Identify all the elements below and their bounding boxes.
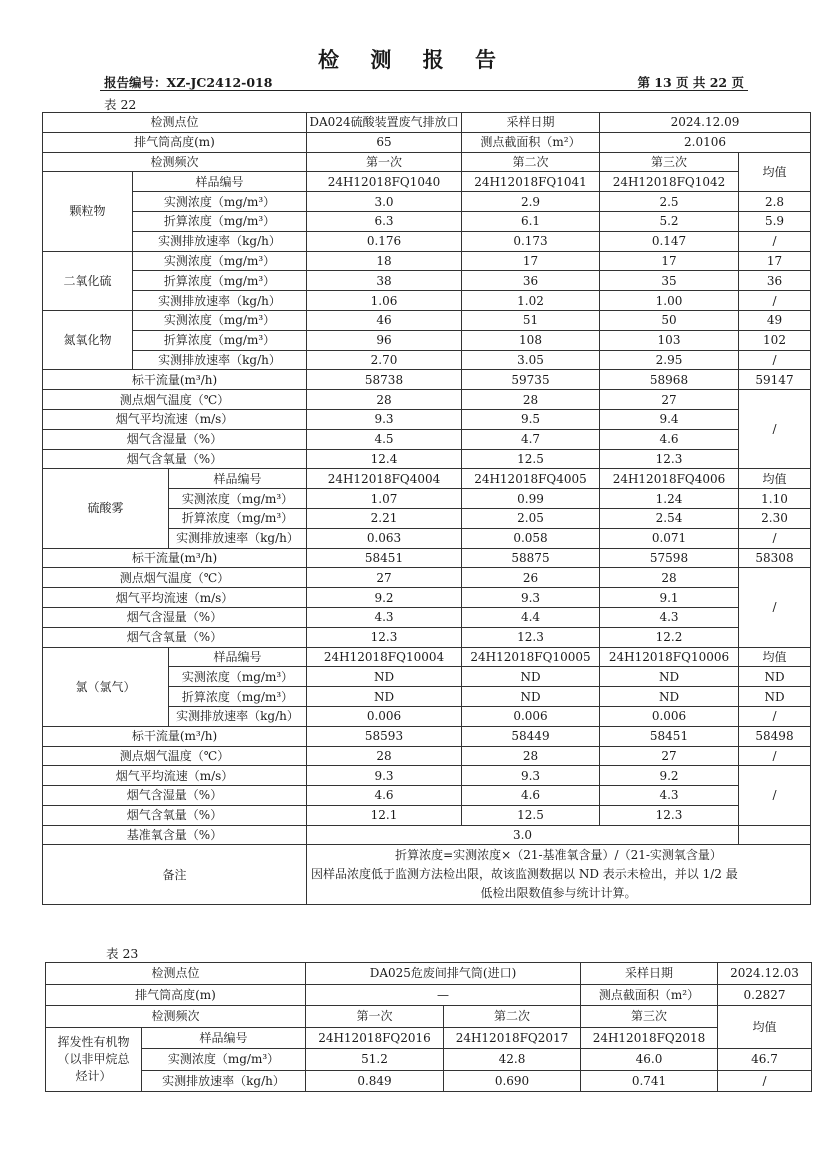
sample-id: 24H12018FQ2018 xyxy=(581,1027,718,1049)
cell: 58308 xyxy=(739,548,811,568)
conc-label: 实测浓度（mg/m³） xyxy=(169,667,307,687)
area-label: 测点截面积（m²） xyxy=(462,132,600,152)
header-divider xyxy=(100,90,748,91)
rate-label: 实测排放速率（kg/h） xyxy=(133,291,307,311)
avg-header: 均值 xyxy=(718,1006,812,1049)
moist-label: 烟气含湿量（%） xyxy=(43,607,307,627)
conc-label: 实测浓度（mg/m³） xyxy=(133,192,307,212)
remark-text xyxy=(307,845,811,905)
cell: 36 xyxy=(739,271,811,291)
cell: ND xyxy=(307,687,462,707)
cell: 4.6 xyxy=(600,429,739,449)
table-row xyxy=(43,805,811,825)
cell: / xyxy=(739,231,811,251)
cell: 9.3 xyxy=(307,766,462,786)
cell: ND xyxy=(739,667,811,687)
cell: 46 xyxy=(307,310,462,330)
cell: 0.006 xyxy=(600,706,739,726)
sample-id: 24H12018FQ1040 xyxy=(307,172,462,192)
oxy-label: 烟气含氧量（%） xyxy=(43,627,307,647)
oxy-label: 烟气含氧量（%） xyxy=(43,449,307,469)
cell: 12.3 xyxy=(307,627,462,647)
remark-nd-line2: 低检出限数值参与统计计算。 xyxy=(480,886,637,901)
cell xyxy=(739,825,811,845)
cell: 3.0 xyxy=(307,192,462,212)
cell: ND xyxy=(600,687,739,707)
cell: 59735 xyxy=(462,370,600,390)
cell: 0.849 xyxy=(306,1070,444,1092)
sample-id: 24H12018FQ1041 xyxy=(462,172,600,192)
cell: 1.10 xyxy=(739,489,811,509)
cell: 9.1 xyxy=(600,588,739,608)
cell: ND xyxy=(462,687,600,707)
cell: 18 xyxy=(307,251,462,271)
cell: 58449 xyxy=(462,726,600,746)
table-row xyxy=(43,330,811,350)
temp-label: 测点烟气温度（℃） xyxy=(43,390,307,410)
conc-label: 实测浓度（mg/m³） xyxy=(133,310,307,330)
cell: 57598 xyxy=(600,548,739,568)
cell: 51 xyxy=(462,310,600,330)
cell: 1.02 xyxy=(462,291,600,311)
cell: 28 xyxy=(600,568,739,588)
rate-label: 实测排放速率（kg/h） xyxy=(169,528,307,548)
cell: 28 xyxy=(462,390,600,410)
sample-id: 24H12018FQ4005 xyxy=(462,469,600,489)
cell: / xyxy=(739,350,811,370)
table-row xyxy=(43,251,811,271)
sample-id: 24H12018FQ4006 xyxy=(600,469,739,489)
cell: ND xyxy=(462,667,600,687)
remark-formula: 折算浓度=实测浓度×（21-基准氧含量）/（21-实测氧含量） xyxy=(395,848,722,863)
cell: 4.7 xyxy=(462,429,600,449)
cell: 0.173 xyxy=(462,231,600,251)
cell: 4.5 xyxy=(307,429,462,449)
so2-label: 二氧化硫 xyxy=(43,251,133,310)
cell: 12.2 xyxy=(600,627,739,647)
table-row xyxy=(43,409,811,429)
cell: 0.147 xyxy=(600,231,739,251)
cell: 4.3 xyxy=(600,786,739,806)
cell: / xyxy=(739,568,811,647)
cell: 50 xyxy=(600,310,739,330)
cell: 46.7 xyxy=(718,1049,812,1071)
cell: 27 xyxy=(600,746,739,766)
cell: 0.99 xyxy=(462,489,600,509)
conc-label: 实测浓度（mg/m³） xyxy=(133,251,307,271)
table-row xyxy=(43,113,811,133)
table-row xyxy=(46,984,812,1006)
cell: 9.2 xyxy=(307,588,462,608)
cell: / xyxy=(718,1070,812,1092)
cell: 4.6 xyxy=(307,786,462,806)
loc-value: DA024硫酸装置废气排放口 xyxy=(307,113,462,133)
sample-label: 样品编号 xyxy=(142,1027,306,1049)
table-row xyxy=(43,726,811,746)
cell: 26 xyxy=(462,568,600,588)
table-row xyxy=(43,429,811,449)
acid-label: 硫酸雾 xyxy=(43,469,169,548)
cell: 9.3 xyxy=(307,409,462,429)
conv-label: 折算浓度（mg/m³） xyxy=(133,330,307,350)
sample-label: 样品编号 xyxy=(169,469,307,489)
table-row xyxy=(43,192,811,212)
avg-header: 均值 xyxy=(739,647,811,667)
conc-label: 实测浓度（mg/m³） xyxy=(169,489,307,509)
date-label: 采样日期 xyxy=(581,963,718,985)
page-indicator: 第 13 页 共 22 页 xyxy=(637,75,744,90)
cell: 28 xyxy=(307,390,462,410)
cell: / xyxy=(739,766,811,825)
cell: 17 xyxy=(600,251,739,271)
cell: / xyxy=(739,746,811,766)
cell: 5.9 xyxy=(739,211,811,231)
cell: 58498 xyxy=(739,726,811,746)
base-oxy-label: 基准氧含量（%） xyxy=(43,825,307,845)
cell: 3.05 xyxy=(462,350,600,370)
cell: 1.07 xyxy=(307,489,462,509)
voc-label-line2: （以非甲烷总 xyxy=(57,1051,130,1066)
cell: 46.0 xyxy=(581,1049,718,1071)
table-row xyxy=(43,766,811,786)
area-label: 测点截面积（m²） xyxy=(581,984,718,1006)
table-row xyxy=(46,963,812,985)
table-row xyxy=(43,647,811,667)
cell: 28 xyxy=(462,746,600,766)
date-value: 2024.12.03 xyxy=(718,963,812,985)
flow-label: 标干流量(m³/h) xyxy=(43,548,307,568)
cell: 9.5 xyxy=(462,409,600,429)
conv-label: 折算浓度（mg/m³） xyxy=(169,508,307,528)
report-number: 报告编号：XZ-JC2412-018 xyxy=(104,75,273,90)
sample-id: 24H12018FQ10006 xyxy=(600,647,739,667)
table-row xyxy=(43,291,811,311)
table-row xyxy=(46,1006,812,1028)
cell: 4.3 xyxy=(307,607,462,627)
sample-id: 24H12018FQ4004 xyxy=(307,469,462,489)
sample-label: 样品编号 xyxy=(169,647,307,667)
cell: 58738 xyxy=(307,370,462,390)
table-row xyxy=(46,1070,812,1092)
avg-header: 均值 xyxy=(739,152,811,192)
table-row xyxy=(46,1049,812,1071)
voc-label-line1: 挥发性有机物 xyxy=(57,1034,130,1049)
conc-label: 实测浓度（mg/m³） xyxy=(142,1049,306,1071)
cell: 2.05 xyxy=(462,508,600,528)
cell: 108 xyxy=(462,330,600,350)
cell: 103 xyxy=(600,330,739,350)
second-header: 第二次 xyxy=(462,152,600,172)
temp-label: 测点烟气温度（℃） xyxy=(43,568,307,588)
speed-label: 烟气平均流速（m/s） xyxy=(43,409,307,429)
cell: 12.3 xyxy=(600,449,739,469)
table-row xyxy=(43,607,811,627)
cell: 6.3 xyxy=(307,211,462,231)
cell: 12.1 xyxy=(307,805,462,825)
cell: 0.741 xyxy=(581,1070,718,1092)
height-value: 65 xyxy=(307,132,462,152)
report-title: 检 测 报 告 xyxy=(318,47,508,72)
flow-label: 标干流量(m³/h) xyxy=(43,370,307,390)
cell: 58968 xyxy=(600,370,739,390)
cell: 58451 xyxy=(307,548,462,568)
cell: 2.8 xyxy=(739,192,811,212)
table-row xyxy=(43,211,811,231)
cell: 17 xyxy=(462,251,600,271)
cell: 59147 xyxy=(739,370,811,390)
cell: 6.1 xyxy=(462,211,600,231)
temp-label: 测点烟气温度（℃） xyxy=(43,746,307,766)
cell: 9.3 xyxy=(462,766,600,786)
loc-value: DA025危废间排气筒(进口) xyxy=(306,963,581,985)
date-value: 2024.12.09 xyxy=(600,113,811,133)
cell: 0.176 xyxy=(307,231,462,251)
cell: 2.54 xyxy=(600,508,739,528)
table-row xyxy=(43,469,811,489)
table-row xyxy=(43,825,811,845)
voc-label xyxy=(46,1027,142,1092)
pm-label: 颗粒物 xyxy=(43,172,133,251)
sample-id: 24H12018FQ10005 xyxy=(462,647,600,667)
table-row xyxy=(43,746,811,766)
table-row xyxy=(43,172,811,192)
cell: 27 xyxy=(600,390,739,410)
table-22 xyxy=(42,112,811,905)
cell: 0.063 xyxy=(307,528,462,548)
loc-label: 检测点位 xyxy=(46,963,306,985)
cell: 49 xyxy=(739,310,811,330)
sample-label: 样品编号 xyxy=(133,172,307,192)
table-row xyxy=(43,786,811,806)
flow-label: 标干流量(m³/h) xyxy=(43,726,307,746)
table-row xyxy=(43,390,811,410)
table-row xyxy=(43,588,811,608)
first-header: 第一次 xyxy=(306,1006,444,1028)
table-row xyxy=(43,132,811,152)
second-header: 第二次 xyxy=(444,1006,581,1028)
speed-label: 烟气平均流速（m/s） xyxy=(43,588,307,608)
cell: 96 xyxy=(307,330,462,350)
height-label: 排气筒高度(m) xyxy=(46,984,306,1006)
area-value: 0.2827 xyxy=(718,984,812,1006)
height-value: — xyxy=(306,984,581,1006)
cell: 27 xyxy=(307,568,462,588)
table-row xyxy=(43,568,811,588)
cell: 102 xyxy=(739,330,811,350)
cell: 1.00 xyxy=(600,291,739,311)
table-row xyxy=(43,627,811,647)
table-row xyxy=(43,548,811,568)
freq-label: 检测频次 xyxy=(43,152,307,172)
cell: 2.9 xyxy=(462,192,600,212)
cell: 2.21 xyxy=(307,508,462,528)
cell: 0.071 xyxy=(600,528,739,548)
cell: 1.24 xyxy=(600,489,739,509)
cell: 4.3 xyxy=(600,607,739,627)
table-row xyxy=(43,271,811,291)
rate-label: 实测排放速率（kg/h） xyxy=(133,231,307,251)
cell: 9.4 xyxy=(600,409,739,429)
cell: 12.3 xyxy=(600,805,739,825)
area-value: 2.0106 xyxy=(600,132,811,152)
moist-label: 烟气含湿量（%） xyxy=(43,429,307,449)
cell: 28 xyxy=(307,746,462,766)
rate-label: 实测排放速率（kg/h） xyxy=(133,350,307,370)
cell: 58451 xyxy=(600,726,739,746)
cell: ND xyxy=(307,667,462,687)
cell: 2.5 xyxy=(600,192,739,212)
third-header: 第三次 xyxy=(581,1006,718,1028)
conv-label: 折算浓度（mg/m³） xyxy=(133,271,307,291)
cell: 2.70 xyxy=(307,350,462,370)
cell: / xyxy=(739,528,811,548)
conv-label: 折算浓度（mg/m³） xyxy=(133,211,307,231)
table-row xyxy=(43,845,811,905)
remark-label: 备注 xyxy=(43,845,307,905)
table-row xyxy=(43,370,811,390)
first-header: 第一次 xyxy=(307,152,462,172)
cell: 17 xyxy=(739,251,811,271)
sample-id: 24H12018FQ2017 xyxy=(444,1027,581,1049)
cell: 0.690 xyxy=(444,1070,581,1092)
cell: 36 xyxy=(462,271,600,291)
table-row xyxy=(43,310,811,330)
cell: 12.4 xyxy=(307,449,462,469)
table-row xyxy=(46,1027,812,1049)
cell: ND xyxy=(600,667,739,687)
cell: 58875 xyxy=(462,548,600,568)
cell: 42.8 xyxy=(444,1049,581,1071)
table-23 xyxy=(45,962,812,1092)
third-header: 第三次 xyxy=(600,152,739,172)
moist-label: 烟气含湿量（%） xyxy=(43,786,307,806)
cell: 5.2 xyxy=(600,211,739,231)
cell: 9.2 xyxy=(600,766,739,786)
base-oxy-value: 3.0 xyxy=(307,825,739,845)
cell: 0.058 xyxy=(462,528,600,548)
table-row xyxy=(43,152,811,172)
speed-label: 烟气平均流速（m/s） xyxy=(43,766,307,786)
cell: 9.3 xyxy=(462,588,600,608)
cell: 58593 xyxy=(307,726,462,746)
cell: ND xyxy=(739,687,811,707)
cell: 0.006 xyxy=(307,706,462,726)
rate-label: 实测排放速率（kg/h） xyxy=(142,1070,306,1092)
height-label: 排气筒高度(m) xyxy=(43,132,307,152)
cell: / xyxy=(739,706,811,726)
cell: 2.95 xyxy=(600,350,739,370)
cell: 12.5 xyxy=(462,805,600,825)
table-row xyxy=(43,449,811,469)
nox-label: 氮氧化物 xyxy=(43,310,133,369)
sample-id: 24H12018FQ10004 xyxy=(307,647,462,667)
rate-label: 实测排放速率（kg/h） xyxy=(169,706,307,726)
oxy-label: 烟气含氧量（%） xyxy=(43,805,307,825)
table-row xyxy=(43,231,811,251)
cell: 4.6 xyxy=(462,786,600,806)
cell: 12.5 xyxy=(462,449,600,469)
cell: 35 xyxy=(600,271,739,291)
date-label: 采样日期 xyxy=(462,113,600,133)
cell: 2.30 xyxy=(739,508,811,528)
voc-label-line3: 烃计） xyxy=(75,1068,112,1083)
freq-label: 检测频次 xyxy=(46,1006,306,1028)
loc-label: 检测点位 xyxy=(43,113,307,133)
conv-label: 折算浓度（mg/m³） xyxy=(169,687,307,707)
sample-id: 24H12018FQ2016 xyxy=(306,1027,444,1049)
avg-header: 均值 xyxy=(739,469,811,489)
cell: 4.4 xyxy=(462,607,600,627)
cell: 1.06 xyxy=(307,291,462,311)
cell: / xyxy=(739,291,811,311)
cell: 38 xyxy=(307,271,462,291)
cell: / xyxy=(739,390,811,469)
remark-nd-line1: 因样品浓度低于监测方法检出限，故该监测数据以 ND 表示未检出，并以 1/2 最 xyxy=(311,867,738,882)
sample-id: 24H12018FQ1042 xyxy=(600,172,739,192)
cell: 0.006 xyxy=(462,706,600,726)
cell: 12.3 xyxy=(462,627,600,647)
cell: 51.2 xyxy=(306,1049,444,1071)
chlorine-label: 氯（氯气） xyxy=(43,647,169,726)
table-23-caption: 表 23 xyxy=(106,946,139,961)
table-row xyxy=(43,350,811,370)
table-22-caption: 表 22 xyxy=(104,97,137,112)
